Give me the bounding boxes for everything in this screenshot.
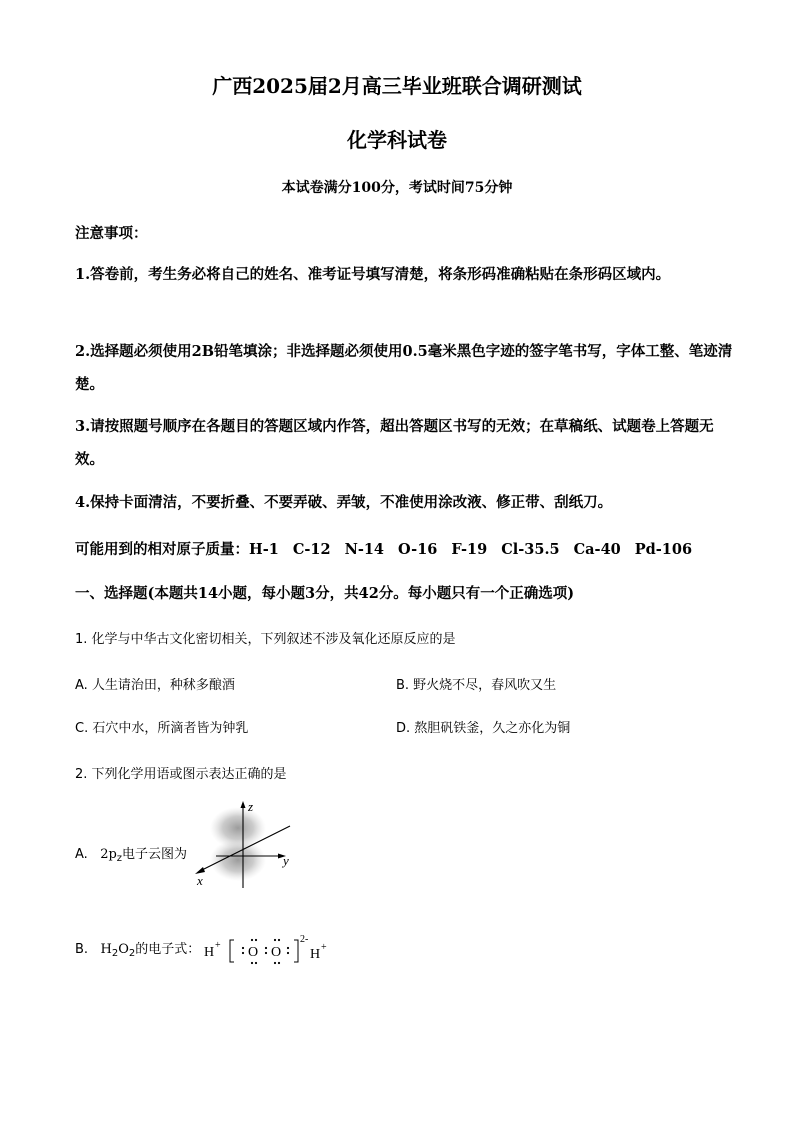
option-a-prefix: A. [75, 847, 88, 862]
subject-title: 化学科试卷 [347, 128, 447, 152]
exam-title: 广西2025届2月高三毕业班联合调研测试 [212, 74, 582, 98]
oxygen-1: O [248, 945, 259, 960]
question-1-option-d: D. 熬胆矾铁釜，久之亦化为铜 [396, 721, 571, 736]
electron-dot-svg [200, 928, 340, 968]
formula-h: H [100, 942, 112, 957]
hydrogen-right: H [310, 947, 321, 962]
question-2-option-a [75, 843, 187, 864]
dot [255, 962, 257, 964]
atomic-mass-h: H-1 [249, 541, 279, 558]
formula-o: O [118, 942, 129, 957]
lower-lobe [210, 839, 266, 881]
option-a-suffix: 电子云图为 [122, 847, 188, 862]
dot [274, 962, 276, 964]
atomic-mass-c: C-12 [292, 541, 331, 558]
dot [278, 962, 280, 964]
atomic-mass-ca: Ca-40 [573, 541, 621, 558]
plus-left: + [215, 940, 221, 951]
notice-item-3: 3.请按照题号顺序在各题目的答题区域内作答，超出答题区书写的无效；在草稿纸、试题卷上答题无效。 [75, 418, 714, 468]
option-b-suffix: 的电子式： [135, 942, 201, 957]
z-axis-label: z [248, 799, 254, 814]
question-2-option-b [75, 938, 200, 959]
atomic-mass-pd: Pd-106 [634, 541, 693, 558]
dot [251, 962, 253, 964]
y-axis-label: y [283, 853, 289, 868]
dot [265, 952, 267, 954]
dot [278, 939, 280, 941]
z-axis-arrow [241, 801, 246, 808]
exam-info: 本试卷满分100分，考试时间75分钟 [281, 180, 513, 196]
section-title: 一、选择题(本题共14小题，每小题3分，共42分。每小题只有一个正确选项) [75, 585, 575, 602]
dot [251, 939, 253, 941]
question-1-option-a: A. 人生请治田，种秫多酿酒 [75, 678, 235, 693]
dot [265, 947, 267, 949]
electron-cloud-svg [186, 798, 304, 890]
notice-item-2: 2.选择题必须使用2B铅笔填涂；非选择题必须使用0.5毫米黑色字迹的签字笔书写，字体工整、笔迹清楚。 [75, 343, 733, 393]
atomic-mass-label: 可能用到的相对原子质量： [75, 541, 249, 558]
x-axis-label: x [197, 873, 203, 888]
hydrogen-left: H [204, 945, 215, 960]
notice-item-1: 1.答卷前，考生务必将自己的姓名、准考证号填写清楚，将条形码准确粘贴在条形码区域内。 [75, 266, 671, 283]
electron-dot-formula [200, 928, 340, 968]
option-b-prefix: B. [75, 942, 89, 957]
bracket-right [294, 940, 298, 962]
notice-heading: 注意事项： [75, 225, 148, 242]
dot [255, 939, 257, 941]
dot [242, 952, 244, 954]
atomic-mass-cl: Cl-35.5 [501, 541, 560, 558]
dot [242, 947, 244, 949]
atomic-mass-o: O-16 [398, 541, 438, 558]
question-1-option-c: C. 石穴中水，所滴者皆为钟乳 [75, 721, 249, 736]
plus-right: + [321, 942, 327, 953]
atomic-mass-line [75, 538, 692, 559]
atomic-mass-f: F-19 [451, 541, 488, 558]
question-1-option-b: B. 野火烧不尽，春风吹又生 [396, 678, 557, 693]
bracket-left [230, 940, 234, 962]
question-1-stem: 1. 化学与中华古文化密切相关，下列叙述不涉及氧化还原反应的是 [75, 632, 456, 647]
orbital-subscript: z [116, 853, 123, 864]
dot [287, 947, 289, 949]
formula-h-subscript: 2 [111, 948, 119, 959]
atomic-mass-n: N-14 [344, 541, 385, 558]
formula-o-subscript: 2 [128, 948, 136, 959]
oxygen-2: O [271, 945, 282, 960]
dot [287, 952, 289, 954]
notice-item-4: 4.保持卡面清洁，不要折叠、不要弄破、弄皱，不准使用涂改液、修正带、刮纸刀。 [75, 494, 613, 511]
question-2-stem: 2. 下列化学用语或图示表达正确的是 [75, 767, 287, 782]
charge: 2- [300, 934, 309, 945]
electron-cloud-diagram [186, 798, 304, 890]
orbital-number: 2p [100, 847, 117, 862]
dot [274, 939, 276, 941]
